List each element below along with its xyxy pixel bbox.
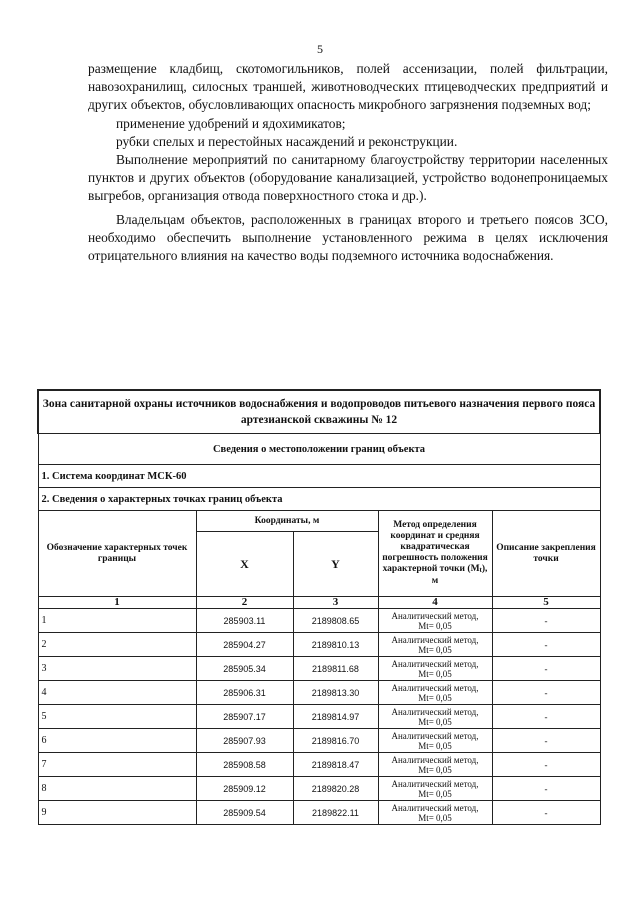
method-text: Аналитический метод,: [391, 658, 479, 669]
point-id: 2: [38, 633, 196, 657]
col-number: 3: [293, 597, 378, 609]
point-id: 1: [38, 609, 196, 633]
method-text: Аналитический метод,: [391, 706, 479, 717]
method-accuracy: Mt= 0,05: [418, 740, 452, 751]
table-row: [38, 657, 600, 681]
coord-y: 2189820.28: [293, 777, 378, 801]
point-id: 9: [38, 801, 196, 825]
table-row: [38, 801, 600, 825]
coord-y: 2189814.97: [293, 705, 378, 729]
description-cell: -: [492, 777, 600, 801]
paragraph-3: рубки спелых и перестойных насаждений и реконструкции.: [116, 133, 458, 149]
method-text: Аналитический метод,: [391, 610, 479, 621]
coord-x: 285903.11: [196, 609, 293, 633]
method-accuracy: Mt= 0,05: [418, 812, 452, 823]
description-cell: -: [492, 705, 600, 729]
description-cell: -: [492, 729, 600, 753]
coord-y: 2189816.70: [293, 729, 378, 753]
point-id: 4: [38, 681, 196, 705]
method-cell: [378, 777, 492, 801]
coord-y: 2189808.65: [293, 609, 378, 633]
coord-y: 2189810.13: [293, 633, 378, 657]
paragraph-2: применение удобрений и ядохимикатов;: [116, 115, 346, 131]
description-cell: -: [492, 609, 600, 633]
coord-x: 285904.27: [196, 633, 293, 657]
method-cell: [378, 609, 492, 633]
description-cell: -: [492, 681, 600, 705]
coord-x: 285907.93: [196, 729, 293, 753]
method-accuracy: Mt= 0,05: [418, 692, 452, 703]
coord-y: 2189822.11: [293, 801, 378, 825]
coord-x: 285906.31: [196, 681, 293, 705]
method-accuracy: Mt= 0,05: [418, 788, 452, 799]
boundary-points-table: [37, 389, 601, 825]
point-id: 3: [38, 657, 196, 681]
method-cell: [378, 657, 492, 681]
table-row: [38, 753, 600, 777]
col-number: 5: [492, 597, 600, 609]
paragraph-4: Выполнение мероприятий по санитарному благоустройству территории населенных пунктов и других объектов (оборудование канализацией, устройство водонепроницаемых выгребов, организация отвода поверхностного стока и др.).: [88, 152, 608, 204]
header-description: Описание закрепления точки: [492, 511, 600, 597]
col-number: 1: [38, 597, 196, 609]
paragraph-5: Владельцам объектов, расположенных в границах второго и третьего поясов ЗСО, необходимо обеспечить выполнение установленного режима в целях исключения отрицательного влияния на качество воды подземного источника водоснабжения.: [88, 211, 608, 264]
method-accuracy: Mt= 0,05: [418, 644, 452, 655]
description-cell: -: [492, 801, 600, 825]
method-cell: [378, 729, 492, 753]
point-id: 7: [38, 753, 196, 777]
col-number: 4: [378, 597, 492, 609]
coord-x: 285908.58: [196, 753, 293, 777]
table-row: [38, 633, 600, 657]
table-row: [38, 729, 600, 753]
point-id: 6: [38, 729, 196, 753]
coord-x: 285909.54: [196, 801, 293, 825]
table-row: [38, 705, 600, 729]
method-accuracy: Mt= 0,05: [418, 764, 452, 775]
method-text: Аналитический метод,: [391, 730, 479, 741]
coord-x: 285907.17: [196, 705, 293, 729]
method-text: Аналитический метод,: [391, 802, 479, 813]
header-point: Обозначение характерных точек границы: [38, 511, 196, 597]
header-coords: Координаты, м: [196, 511, 378, 532]
method-text: Аналитический метод,: [391, 754, 479, 765]
method-cell: [378, 705, 492, 729]
coord-x: 285909.12: [196, 777, 293, 801]
method-cell: [378, 753, 492, 777]
table-row: [38, 777, 600, 801]
coord-y: 2189813.30: [293, 681, 378, 705]
coord-y: 2189818.47: [293, 753, 378, 777]
method-cell: [378, 801, 492, 825]
description-cell: -: [492, 657, 600, 681]
header-method: Метод определения координат и средняя квадратическая погрешность положения характерной точки (Mt), м: [378, 511, 492, 597]
coord-x: 285905.34: [196, 657, 293, 681]
table-subtitle: Сведения о местоположении границ объекта: [38, 434, 600, 465]
coordinate-system-row: 1. Система координат МСК-60: [38, 465, 600, 488]
col-number: 2: [196, 597, 293, 609]
method-accuracy: Mt= 0,05: [418, 668, 452, 679]
table-row: [38, 609, 600, 633]
body-text: [88, 60, 608, 265]
table-title: Зона санитарной охраны источников водоснабжения и водопроводов питьевого назначения первого пояса артезианской скважины № 12: [38, 390, 600, 434]
method-text: Аналитический метод,: [391, 778, 479, 789]
paragraph-1: размещение кладбищ, скотомогильников, полей ассенизации, полей фильтрации, навозохранилищ, силосных траншей, животноводческих птицеводческих предприятий и других объектов, обусловливающих опасность микробного загрязнения подземных вод;: [88, 61, 608, 113]
description-cell: -: [492, 633, 600, 657]
method-text: Аналитический метод,: [391, 682, 479, 693]
method-cell: [378, 633, 492, 657]
method-accuracy: Mt= 0,05: [418, 716, 452, 727]
header-x: X: [196, 532, 293, 597]
method-accuracy: Mt= 0,05: [418, 620, 452, 631]
method-text: Аналитический метод,: [391, 634, 479, 645]
method-cell: [378, 681, 492, 705]
point-id: 5: [38, 705, 196, 729]
table-row: [38, 681, 600, 705]
characteristic-points-row: 2. Сведения о характерных точках границ объекта: [38, 488, 600, 511]
description-cell: -: [492, 753, 600, 777]
header-y: Y: [293, 532, 378, 597]
point-id: 8: [38, 777, 196, 801]
coord-y: 2189811.68: [293, 657, 378, 681]
page-number: 5: [317, 42, 323, 56]
